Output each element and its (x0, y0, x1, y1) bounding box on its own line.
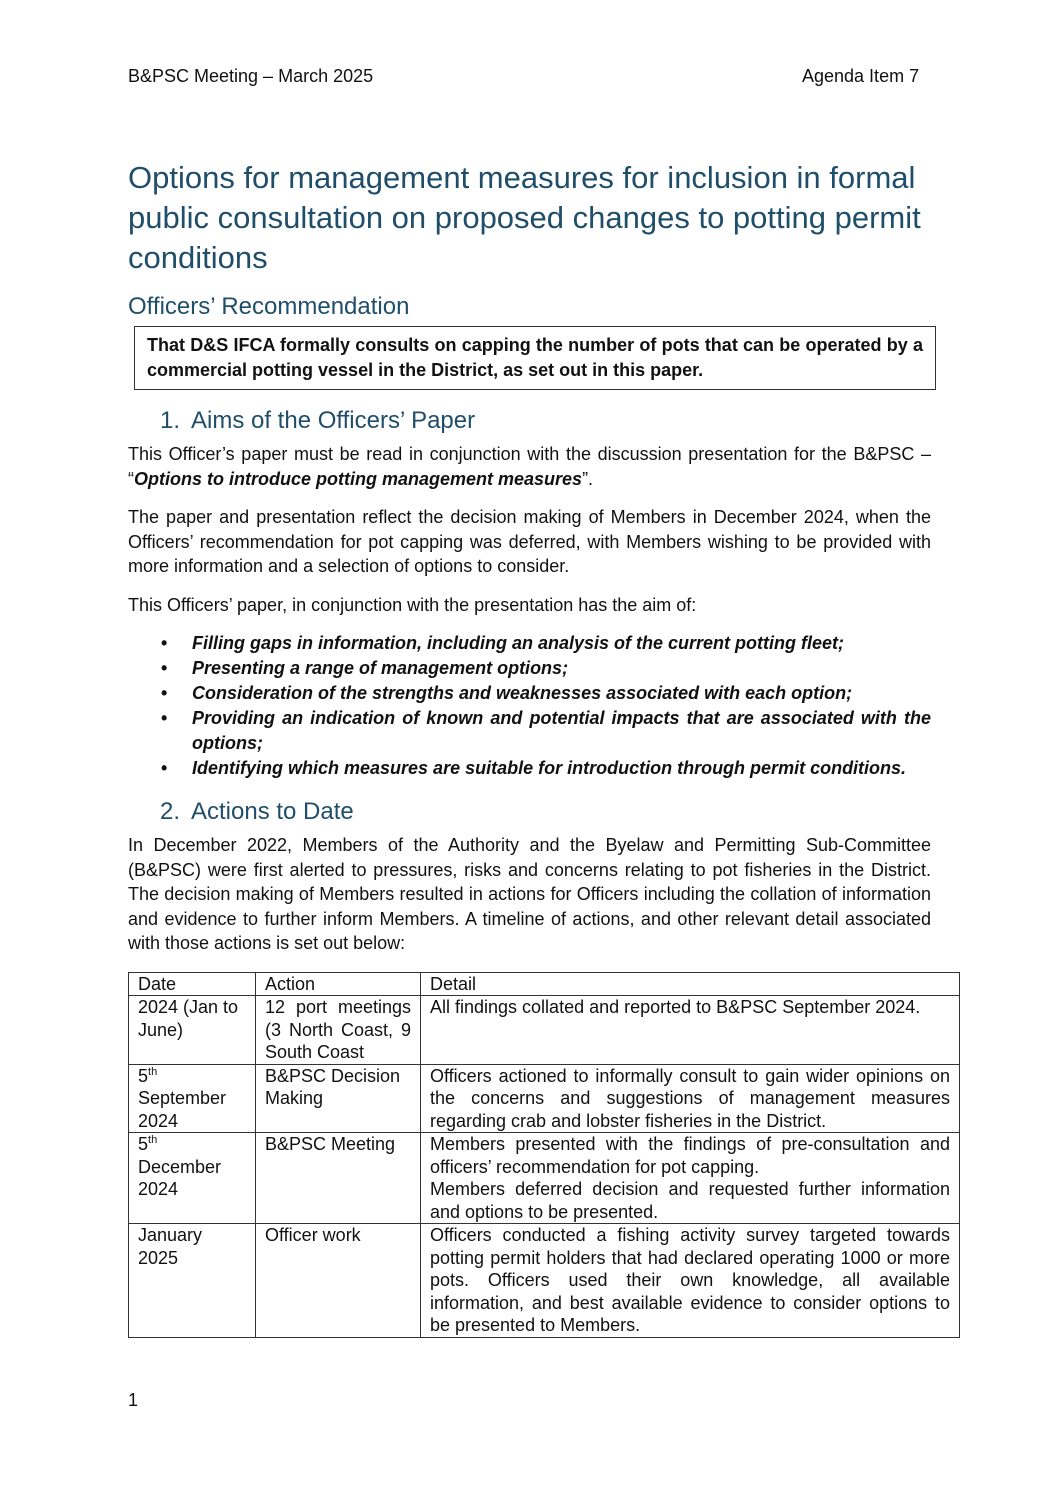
table-cell-date (129, 1064, 256, 1133)
table-row (129, 1133, 960, 1224)
date-day: 5 (138, 1134, 149, 1154)
bullet-icon: • (161, 758, 168, 778)
section-1-paragraph-2: The paper and presentation reflect the decision making of Members in December 2024, when the Officers’ recommendation for pot capping was deferred, with Members wishing to be provided with more information and a selection of options to consider. (128, 507, 931, 576)
table-cell-action: 12 port meetings (3 North Coast, 9 South Coast (256, 996, 421, 1065)
list-item-text: Providing an indication of known and potential impacts that are associated with the options; (192, 708, 931, 753)
detail-line-1: Members presented with the findings of pre-consultation and officers’ recommendation for pot capping. (430, 1134, 950, 1177)
date-month-year: December 2024 (138, 1156, 222, 1199)
date-day: 5 (138, 1065, 149, 1086)
section-2-title: Actions to Date (191, 798, 354, 825)
section-1-paragraph-3: This Officers’ paper, in conjunction with the presentation has the aim of: (128, 594, 697, 615)
date-text: January 2025 (138, 1225, 203, 1268)
list-item (128, 631, 931, 656)
bullet-icon: • (161, 658, 168, 678)
date-ordinal: th (148, 1134, 158, 1146)
table-cell-action: Officer work (256, 1224, 421, 1338)
list-item-text: Consideration of the strengths and weaknesses associated with each option; (192, 683, 853, 703)
section-1-paragraph-1 (128, 442, 931, 491)
table-cell-date (129, 1133, 256, 1224)
table-cell-action: B&PSC Decision Making (256, 1064, 421, 1133)
list-item-text: Presenting a range of management options; (192, 658, 569, 678)
table-row (129, 996, 960, 1065)
header-meeting: B&PSC Meeting – March 2025 (128, 66, 374, 86)
section-1-heading (128, 406, 931, 436)
paragraph-text: This Officer’s paper must be read in conjunction with the discussion presentation for the B&PSC – “ (128, 444, 931, 489)
section-2-number: 2. (160, 798, 181, 825)
date-month-year: September 2024 (138, 1088, 227, 1131)
table-header-row (129, 972, 960, 996)
table-row (129, 1224, 960, 1338)
list-item-text: Filling gaps in information, including an analysis of the current potting fleet; (192, 633, 845, 653)
table-cell-action: B&PSC Meeting (256, 1133, 421, 1224)
presentation-title: Options to introduce potting management measures (134, 468, 583, 489)
table-cell-detail: Officers actioned to informally consult to gain wider opinions on the concerns and suggestions of management measures regarding crab and lobster fisheries in the District. (421, 1064, 960, 1133)
table-cell-detail: All findings collated and reported to B&PSC September 2024. (421, 996, 960, 1065)
bullet-icon: • (161, 633, 168, 653)
section-1-number: 1. (160, 407, 181, 434)
table-header-action: Action (256, 972, 421, 996)
page-title: Options for management measures for inclusion in formal public consultation on proposed changes to potting permit conditions (128, 160, 921, 275)
aims-list (128, 631, 931, 781)
list-item (128, 756, 931, 781)
header-agenda-item: Agenda Item 7 (802, 66, 920, 86)
timeline-table (128, 972, 960, 1338)
recommendation-heading: Officers’ Recommendation (128, 293, 410, 320)
section-1-title: Aims of the Officers’ Paper (191, 407, 476, 434)
bullet-icon: • (161, 708, 168, 728)
recommendation-box: That D&S IFCA formally consults on capping the number of pots that can be operated by a commercial potting vessel in the District, as set out in this paper. (134, 326, 936, 390)
list-item (128, 706, 931, 756)
table-cell-date (129, 996, 256, 1065)
date-ordinal: th (148, 1065, 158, 1078)
table-cell-date (129, 1224, 256, 1338)
section-2-heading (128, 797, 931, 827)
section-2-paragraph-1: In December 2022, Members of the Authority and the Byelaw and Permitting Sub-Committee (B&PSC) were first alerted to pressures, risks and concerns relating to pot fisheries in the District. The decision making of Members resulted in actions for Officers including the collation of information and evidence to further inform Members. A timeline of actions, and other relevant detail associated with those actions is set out below: (128, 835, 931, 953)
table-header-date: Date (129, 972, 256, 996)
detail-line-2: Members deferred decision and requested further information and options to be presented. (430, 1179, 950, 1222)
table-row (129, 1064, 960, 1133)
list-item (128, 656, 931, 681)
table-cell-detail: Officers conducted a fishing activity survey targeted towards potting permit holders that had declared operating 1000 or more pots. Officers used their own knowledge, all available information, and best available evidence to consider options to be presented to Members. (421, 1224, 960, 1338)
list-item-text: Identifying which measures are suitable for introduction through permit conditions. (192, 758, 907, 778)
table-cell-detail (421, 1133, 960, 1224)
bullet-icon: • (161, 683, 168, 703)
date-text: 2024 (Jan to June) (138, 997, 239, 1040)
page-number: 1 (128, 1390, 139, 1410)
paragraph-text-end: ”. (582, 468, 594, 489)
list-item (128, 681, 931, 706)
main-content (128, 158, 950, 1338)
table-header-detail: Detail (421, 972, 960, 996)
